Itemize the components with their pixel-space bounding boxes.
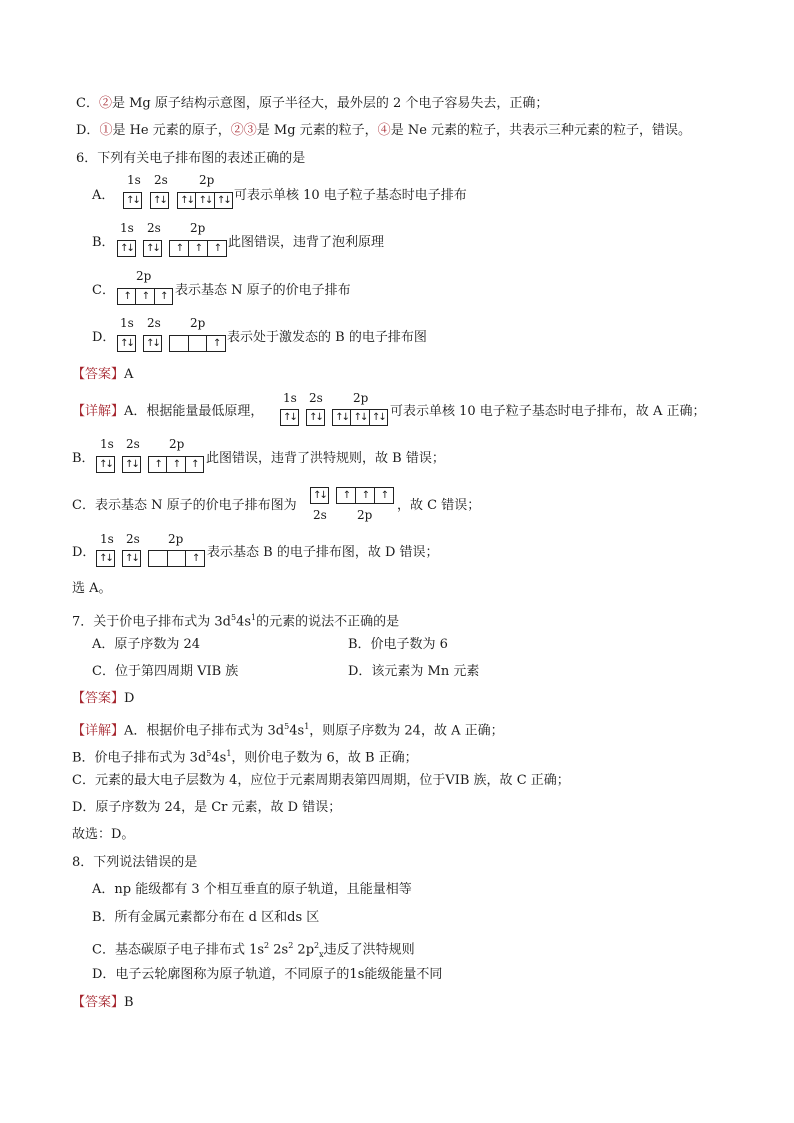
detail-6-a-start: 【详解】A．根据能量最低原理， [72,404,264,419]
q7-option-d: D．该元素为 Mn 元素 [348,664,480,679]
detail-6-d-text: 表示基态 B 的电子排布图，故 D 错误； [207,545,439,560]
detail-7-b: B．价电子排布式为 $3d^54s^1$，则价电子数为 6，故 B 正确； [72,749,418,766]
detail-6-b-label: B． [72,451,95,466]
q6-stem: 6．下列有关电子排布图的表述正确的是 [76,151,306,166]
q8-option-b: B．所有金属元素都分布在 d 区和ds 区 [92,910,320,925]
q7-option-b: B．价电子数为 6 [348,637,448,652]
q7-option-a: A．原子序数为 24 [92,637,201,652]
q6b-label: B． [92,235,115,250]
detail-6-c-text: C．表示基态 N 原子的价电子排布图为 [72,498,297,513]
q8-stem: 8．下列说法错误的是 [72,855,198,870]
q6b-text: 此图错误，违背了泡利原理 [228,235,385,250]
q8-option-a: A．np 能级都有 3 个相互垂直的原子轨道，且能量相等 [92,882,412,897]
q6c-text: 表示基态 N 原子的价电子排布 [175,283,351,298]
detail-6-a-end: 可表示单核 10 电子粒子基态时电子排布，故 A 正确； [390,404,706,419]
answer-8: 【答案】B [72,995,134,1010]
detail-6-c-end: ，故 C 错误； [397,498,481,513]
detail-6-d-label: D． [72,545,96,560]
detail-7-c: C．元素的最大电子层数为 4，应位于元素周期表第四周期，位于VIB 族，故 C 正确； [72,773,570,788]
detail-7-d: D．原子序数为 24，是 Cr 元素，故 D 错误； [72,800,342,815]
q6d-text: 表示处于激发态的 B 的电子排布图 [227,330,427,345]
q8-option-c: C．基态碳原子电子排布式 $1s^2$ $2s^2$ $2p^2_x$违反了洪特规则 [92,941,415,959]
q6d-label: D． [92,330,116,345]
q5-option-c: C．②是 Mg 原子结构示意图，原子半径大，最外层的 2 个电子容易失去，正确； [76,96,549,111]
q6c-label: C． [92,283,115,298]
q6a-text: 可表示单核 10 电子粒子基态时电子排布 [234,188,467,203]
q7-stem: 7．关于价电子排布式为 $3d^54s^1$的元素的说法不正确的是 [72,613,400,630]
answer-7: 【答案】D [72,691,135,706]
detail-7-a: 【详解】A．根据价电子排布式为 $3d^54s^1$，则原子序数为 24，故 A 正确； [72,722,504,739]
answer-6: 【答案】A [72,367,134,382]
detail-7-conclusion: 故选：D。 [72,827,135,842]
q5-option-d: D．①是 He 元素的原子，②③是 Mg 元素的粒子，④是 Ne 元素的粒子，共表示三种元素的粒子，错误。 [76,123,692,138]
detail-6-conclusion: 选 A。 [72,581,112,596]
q6a-label: A． [92,188,115,203]
document-page: C．②是 Mg 原子结构示意图，原子半径大，最外层的 2 个电子容易失去，正确； D．①是 He 元素的原子，②③是 Mg 元素的粒子，④是 Ne 元素的粒子，共表示三种元素的粒子，错误。 6．下列有关电子排布图的表述正确的是 A． 1s 2s 2p ↑↓ ↑↓ ↑↓ ↑↓ ↑↓ 可表示单核 10 电子粒子基态时电子排布 B． 1s 2s 2p ↑↓ ↑↓ ↑ ↑ ↑ 此图错误，违背了泡利原理 C． 2p ↑ ↑ ↑ 表示基态 N 原子的价电子排布 D． 1s 2s 2p ↑↓ ↑↓ ↑ 表示处于激发态的 B 的电子排布图 【答案】A 【详解】A．根据能量最低原理， 1s 2s 2p ↑↓ ↑↓ ↑↓ ↑↓ ↑↓ 可表示单核 10 电子粒子基态时电子排布，故 A 正确； B． 1s 2s 2p ↑↓ ↑↓ ↑ ↑ ↑ 此图错误，违背了洪特规则，故 B 错误； C．表示基态 N 原子的价电子排布图为 ↑↓ ↑ ↑ ↑ 2s 2p ，故 C 错误； D． 1s 2s 2p ↑↓ ↑↓ ↑ 表示基态 B 的电子排布图，故 D 错误； 选 A。 7．关于价电子排布式为 $3d^54s^1$的元素的说法不正确的是 A．原子序数为 24 B．价电子数为 6 C．位于第四周期 VIB 族 D．该元素为 Mn 元素 【答案】D 【详解】A．根据价电子排布式为 $3d^54s^1$，则原子序数为 24，故 A 正确； B．价电子排布式为 $3d^54s^1$，则价电子数为 6，故 B 正确； C．元素的最大电子层数为 4，应位于元素周期表第四周期，位于VIB 族，故 C 正确； D．原子序数为 24，是 Cr 元素，故 D 错误； 故选：D。 8．下列说法错误的是 A．np 能级都有 3 个相互垂直的原子轨道，且能量相等 B．所有金属元素都分布在 d 区和ds 区 C．基态碳原子电子排布式 $1s^2$ $2s^2$ $2p^2_x$违反了洪特规则 D．电子云轮廓图称为原子轨道，不同原子的1s能级能量不同 【答案】B [72,96,706,1010]
q8-option-d: D．电子云轮廓图称为原子轨道，不同原子的1s能级能量不同 [92,967,443,982]
q7-option-c: C．位于第四周期 VIB 族 [92,664,239,679]
detail-6-b-text: 此图错误，违背了洪特规则，故 B 错误； [206,451,445,466]
